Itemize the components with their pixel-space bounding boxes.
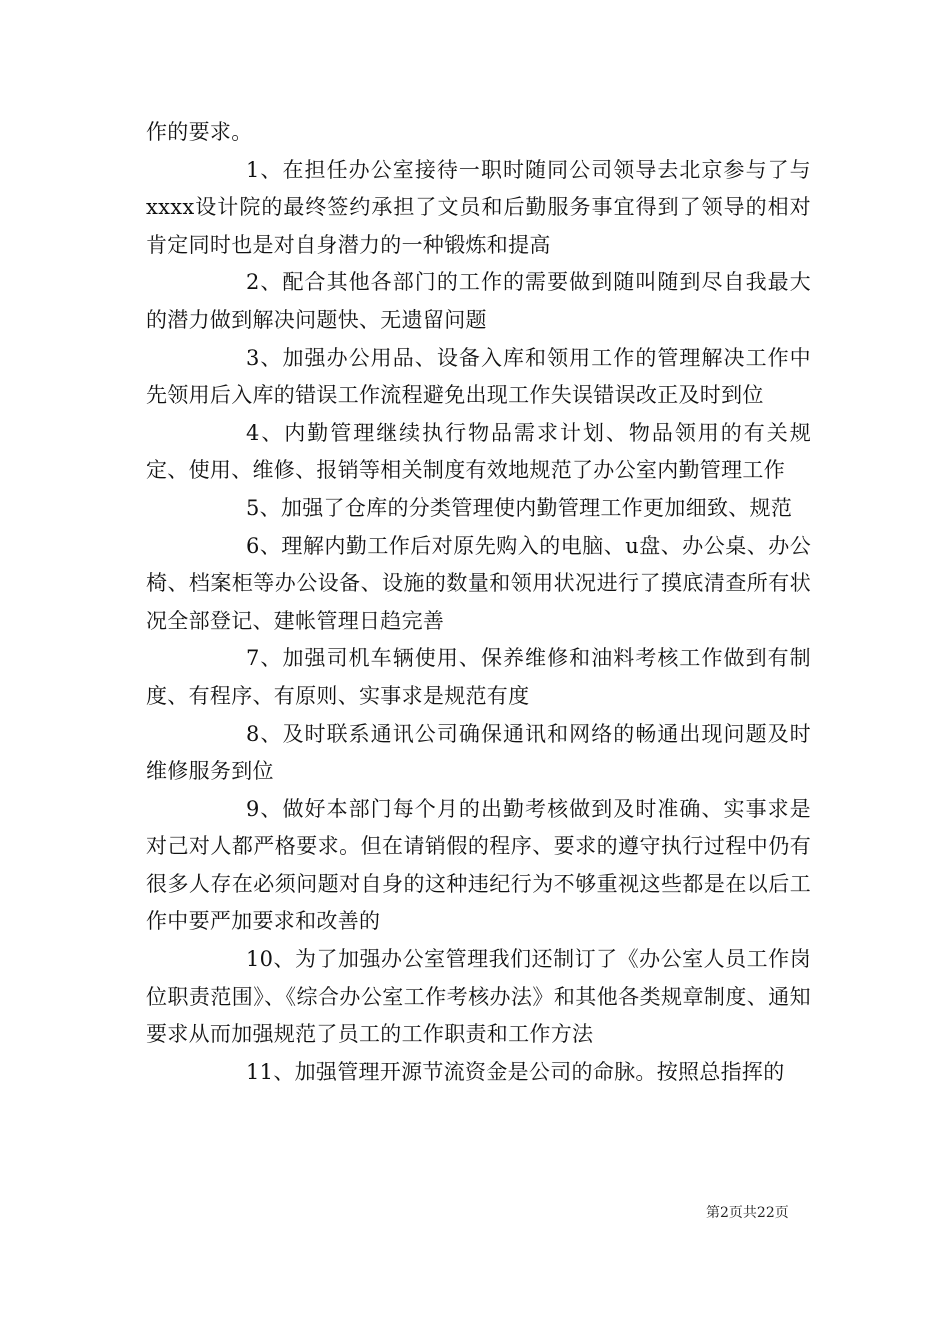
page-number-footer: 第2页共22页 <box>706 1205 789 1221</box>
paragraph-continuation: 作的要求。 <box>146 120 253 144</box>
document-body <box>146 114 811 1091</box>
paragraph-item-4: 4、内勤管理继续执行物品需求计划、物品领用的有关规定、使用、维修、报销等相关制度有效地规范了办公室内勤管理工作 <box>146 420 811 483</box>
paragraph-item-10: 10、为了加强办公室管理我们还制订了《办公室人员工作岗位职责范围》、《综合办公室工作考核办法》和其他各类规章制度、通知要求从而加强规范了员工的工作职责和工作方法 <box>146 947 811 1047</box>
paragraph-item-11: 11、加强管理开源节流资金是公司的命脉。按照总指挥的 <box>246 1059 785 1084</box>
paragraph-item-8: 8、及时联系通讯公司确保通讯和网络的畅通出现问题及时维修服务到位 <box>146 721 811 784</box>
paragraph-item-2: 2、配合其他各部门的工作的需要做到随叫随到尽自我最大的潜力做到解决问题快、无遗留问题 <box>146 270 811 332</box>
paragraph-item-7: 7、加强司机车辆使用、保养维修和油料考核工作做到有制度、有程序、有原则、实事求是规范有度 <box>146 646 811 708</box>
paragraph-item-3: 3、加强办公用品、设备入库和领用工作的管理解决工作中先领用后入库的错误工作流程避免出现工作失误错误改正及时到位 <box>146 345 811 408</box>
paragraph-item-5: 5、加强了仓库的分类管理使内勤管理工作更加细致、规范 <box>246 495 793 520</box>
paragraph-item-6: 6、理解内勤工作后对原先购入的电脑、u盘、办公桌、办公椅、档案柜等办公设备、设施的数量和领用状况进行了摸底清查所有状况全部登记、建帐管理日趋完善 <box>146 533 811 633</box>
paragraph-item-9: 9、做好本部门每个月的出勤考核做到及时准确、实事求是对己对人都严格要求。但在请销假的程序、要求的遵守执行过程中仍有很多人存在必须问题对自身的这种违纪行为不够重视这些都是在以后工作中要严加要求和改善的 <box>146 796 811 934</box>
paragraph-item-1: 1、在担任办公室接待一职时随同公司领导去北京参与了与xxxx设计院的最终签约承担了文员和后勤服务事宜得到了领导的相对肯定同时也是对自身潜力的一种锻炼和提高 <box>146 157 811 257</box>
